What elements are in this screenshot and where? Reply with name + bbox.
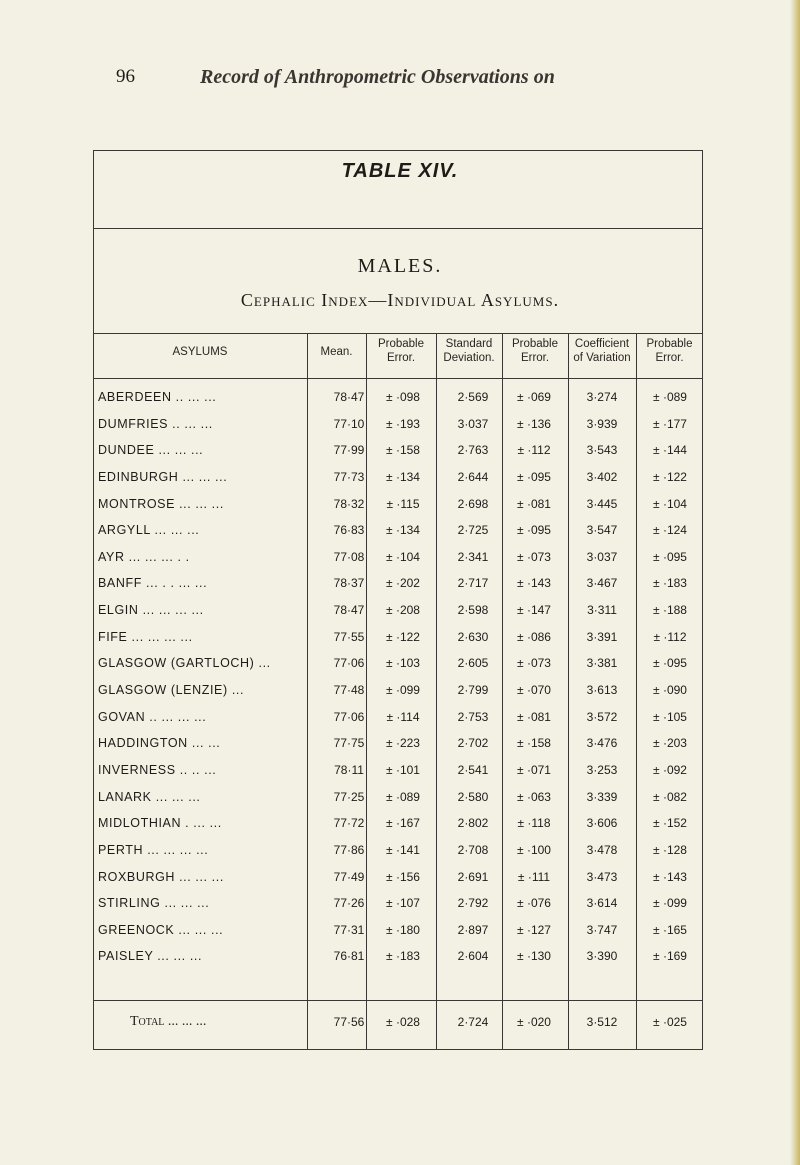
cv-cell: 3·747 (586, 922, 618, 937)
asylum-name: INVERNESS .. .. ... (98, 762, 217, 777)
pe-sd-cell: ± ·158 (517, 736, 551, 751)
pe-mean-cell: ± ·107 (386, 896, 420, 911)
cv-cell: 3·543 (586, 443, 618, 458)
total-label: Total ... ... ... (130, 1014, 207, 1029)
pe-sd-cell: ± ·086 (517, 629, 551, 644)
asylum-name: FIFE ... ... ... ... (98, 629, 193, 644)
table-row (0, 922, 800, 949)
asylum-name: AYR ... ... ... . . (98, 549, 190, 564)
cv-cell: 3·311 (587, 603, 617, 618)
total-pe-cv: ± ·025 (653, 1015, 687, 1029)
mean-cell: 77·10 (333, 416, 365, 431)
sd-cell: 2·541 (457, 762, 489, 777)
table-row (0, 549, 800, 576)
column-header-pe-sd: Probable Error. (511, 338, 559, 364)
pe-cv-cell: ± ·122 (653, 469, 687, 484)
column-header-sd: Standard Deviation. (443, 338, 495, 364)
table-row (0, 442, 800, 469)
mean-cell: 77·31 (333, 922, 365, 937)
asylum-name: ABERDEEN .. ... ... (98, 390, 217, 404)
sex-heading: MALES. (357, 255, 443, 277)
table-row (0, 682, 800, 709)
total-rule (93, 1000, 703, 1001)
pe-cv-cell: ± ·183 (653, 576, 687, 591)
mean-cell: 78·37 (333, 576, 365, 591)
cv-cell: 3·606 (586, 816, 618, 831)
table-body (0, 389, 800, 975)
pe-cv-cell: ± ·095 (653, 656, 687, 671)
cv-cell: 3·390 (586, 949, 618, 964)
column-header-pe-cv: Probable Error. (646, 338, 693, 364)
asylum-name: MONTROSE ... ... ... (98, 496, 224, 511)
asylum-name: PAISLEY ... ... ... (98, 949, 203, 964)
total-sd: 2·724 (457, 1015, 489, 1029)
asylum-name: BANFF ... . . ... ... (98, 576, 208, 591)
total-cv: 3·512 (586, 1015, 618, 1029)
asylum-name: MIDLOTHIAN . ... ... (98, 816, 222, 831)
asylum-name: LANARK ... ... ... (98, 789, 201, 804)
pe-sd-cell: ± ·100 (517, 842, 551, 857)
cv-cell: 3·473 (586, 869, 618, 884)
page-header (0, 66, 800, 96)
cv-cell: 3·939 (586, 416, 618, 431)
sd-cell: 2·691 (457, 869, 489, 884)
pe-sd-cell: ± ·118 (517, 816, 551, 831)
pe-mean-cell: ± ·103 (386, 656, 420, 671)
pe-cv-cell: ± ·105 (653, 709, 687, 724)
pe-sd-cell: ± ·076 (517, 896, 551, 911)
asylum-name: GOVAN .. ... ... ... (98, 709, 207, 724)
sd-cell: 2·717 (457, 576, 489, 591)
table-row (0, 496, 800, 523)
pe-cv-cell: ± ·152 (653, 816, 687, 831)
sd-cell: 2·753 (457, 709, 489, 724)
pe-sd-cell: ± ·127 (517, 922, 551, 937)
cv-cell: 3·274 (586, 390, 618, 404)
header-top-rule (93, 333, 703, 334)
total-pe-mean: ± ·028 (386, 1015, 420, 1029)
pe-cv-cell: ± ·104 (653, 496, 687, 511)
pe-cv-cell: ± ·177 (653, 416, 687, 431)
pe-cv-cell: ± ·099 (653, 896, 687, 911)
mean-cell: 77·73 (333, 469, 365, 484)
pe-sd-cell: ± ·095 (517, 523, 551, 538)
table-row (0, 735, 800, 762)
mean-cell: 77·86 (333, 842, 365, 857)
sd-cell: 2·802 (457, 816, 489, 831)
sd-cell: 2·799 (457, 683, 489, 698)
pe-cv-cell: ± ·165 (653, 922, 687, 937)
mean-cell: 77·55 (333, 629, 365, 644)
table-row (0, 869, 800, 896)
pe-sd-cell: ± ·073 (517, 656, 551, 671)
sd-cell: 2·708 (457, 842, 489, 857)
mean-cell: 77·49 (333, 869, 365, 884)
pe-sd-cell: ± ·111 (517, 869, 551, 884)
cv-cell: 3·253 (586, 762, 618, 777)
pe-cv-cell: ± ·144 (653, 443, 687, 458)
mean-cell: 78·32 (333, 496, 365, 511)
pe-sd-cell: ± ·136 (517, 416, 551, 431)
pe-mean-cell: ± ·114 (386, 709, 420, 724)
pe-mean-cell: ± ·167 (386, 816, 420, 831)
pe-mean-cell: ± ·208 (386, 603, 420, 618)
pe-sd-cell: ± ·130 (517, 949, 551, 964)
pe-mean-cell: ± ·141 (386, 842, 420, 857)
pe-mean-cell: ± ·122 (386, 629, 420, 644)
cv-cell: 3·339 (586, 789, 618, 804)
mean-cell: 77·75 (333, 736, 365, 751)
total-row (0, 1014, 800, 1034)
pe-mean-cell: ± ·193 (386, 416, 420, 431)
mean-cell: 78·47 (333, 390, 365, 404)
total-pe-sd: ± ·020 (517, 1015, 551, 1029)
index-heading: Cephalic Index—Individual Asylums. (240, 290, 560, 310)
table-row (0, 709, 800, 736)
total-mean: 77·56 (333, 1015, 365, 1029)
pe-mean-cell: ± ·180 (386, 922, 420, 937)
pe-cv-cell: ± ·089 (653, 390, 687, 404)
pe-sd-cell: ± ·071 (517, 762, 551, 777)
asylum-name: GLASGOW (GARTLOCH) ... (98, 656, 271, 671)
mean-cell: 77·48 (333, 683, 365, 698)
mean-cell: 77·25 (333, 789, 365, 804)
pe-mean-cell: ± ·223 (386, 736, 420, 751)
cv-cell: 3·572 (586, 709, 618, 724)
pe-mean-cell: ± ·089 (386, 789, 420, 804)
pe-mean-cell: ± ·104 (386, 549, 420, 564)
sd-cell: 2·569 (457, 390, 489, 404)
table-row (0, 389, 800, 416)
pe-mean-cell: ± ·202 (386, 576, 420, 591)
asylum-name: DUNDEE ... ... ... (98, 443, 204, 458)
pe-cv-cell: ± ·203 (653, 736, 687, 751)
mean-cell: 77·99 (333, 443, 365, 458)
sd-cell: 3·037 (457, 416, 489, 431)
header-bottom-rule (93, 378, 703, 379)
asylum-name: EDINBURGH ... ... ... (98, 469, 228, 484)
page-edge (790, 0, 800, 1165)
table-row (0, 789, 800, 816)
sd-cell: 2·580 (457, 789, 489, 804)
sd-cell: 2·644 (457, 469, 489, 484)
running-title: Record of Anthropometric Observations on (200, 66, 555, 88)
pe-sd-cell: ± ·081 (517, 709, 551, 724)
asylum-name: HADDINGTON ... ... (98, 736, 221, 751)
asylum-name: ARGYLL ... ... ... (98, 523, 200, 538)
table-row (0, 416, 800, 443)
asylum-name: GLASGOW (LENZIE) ... (98, 683, 245, 698)
mean-cell: 77·06 (333, 656, 365, 671)
cv-cell: 3·037 (586, 549, 618, 564)
sd-cell: 2·341 (457, 549, 489, 564)
column-header-cv: Coefficient of Variation (573, 338, 631, 364)
pe-mean-cell: ± ·099 (386, 683, 420, 698)
cv-cell: 3·402 (586, 469, 618, 484)
pe-mean-cell: ± ·101 (386, 762, 420, 777)
pe-cv-cell: ± ·090 (653, 683, 687, 698)
pe-mean-cell: ± ·156 (386, 869, 420, 884)
table-row (0, 815, 800, 842)
pe-sd-cell: ± ·073 (517, 549, 551, 564)
mean-cell: 77·72 (333, 816, 365, 831)
column-header-asylums: ASYLUMS (172, 346, 228, 358)
pe-cv-cell: ± ·092 (653, 762, 687, 777)
table-row (0, 948, 800, 975)
pe-cv-cell: ± ·124 (653, 523, 687, 538)
sd-cell: 2·763 (457, 443, 489, 458)
cv-cell: 3·467 (586, 576, 618, 591)
table-row (0, 629, 800, 656)
cv-cell: 3·391 (586, 629, 618, 644)
pe-mean-cell: ± ·134 (386, 469, 420, 484)
sd-cell: 2·897 (457, 922, 489, 937)
cv-cell: 3·547 (586, 523, 618, 538)
sd-cell: 2·598 (457, 603, 489, 618)
sd-cell: 2·630 (457, 629, 489, 644)
pe-sd-cell: ± ·095 (517, 469, 551, 484)
table-row (0, 762, 800, 789)
table-row (0, 575, 800, 602)
table-label: TABLE XIV. (341, 160, 459, 182)
pe-cv-cell: ± ·188 (653, 603, 687, 618)
pe-mean-cell: ± ·183 (386, 949, 420, 964)
table-row (0, 842, 800, 869)
pe-mean-cell: ± ·098 (386, 390, 420, 404)
asylum-name: ROXBURGH ... ... ... (98, 869, 224, 884)
table-row (0, 655, 800, 682)
cv-cell: 3·614 (586, 896, 618, 911)
mean-cell: 78·11 (334, 762, 364, 777)
sd-cell: 2·604 (457, 949, 489, 964)
cv-cell: 3·445 (586, 496, 618, 511)
asylum-name: PERTH ... ... ... ... (98, 842, 209, 857)
sd-cell: 2·702 (457, 736, 489, 751)
pe-sd-cell: ± ·112 (517, 443, 551, 458)
pe-cv-cell: ± ·128 (653, 842, 687, 857)
pe-sd-cell: ± ·063 (517, 789, 551, 804)
divider (93, 228, 703, 229)
pe-cv-cell: ± ·095 (653, 549, 687, 564)
asylum-name: STIRLING ... ... ... (98, 896, 210, 911)
column-header-pe-mean: Probable Error. (377, 338, 425, 364)
table-row (0, 522, 800, 549)
sd-cell: 2·792 (457, 896, 489, 911)
pe-cv-cell: ± ·169 (653, 949, 687, 964)
pe-sd-cell: ± ·081 (517, 496, 551, 511)
mean-cell: 77·08 (333, 549, 365, 564)
pe-cv-cell: ± ·143 (653, 869, 687, 884)
pe-sd-cell: ± ·069 (517, 390, 551, 404)
cv-cell: 3·613 (586, 683, 618, 698)
cv-cell: 3·478 (586, 842, 618, 857)
table-row (0, 469, 800, 496)
mean-cell: 77·26 (333, 896, 365, 911)
sd-cell: 2·698 (457, 496, 489, 511)
mean-cell: 78·47 (333, 603, 365, 618)
mean-cell: 76·83 (333, 523, 365, 538)
page-number: 96 (116, 66, 135, 87)
table-row (0, 602, 800, 629)
pe-sd-cell: ± ·147 (517, 603, 551, 618)
mean-cell: 76·81 (333, 949, 365, 964)
column-header-mean: Mean. (320, 346, 353, 358)
pe-cv-cell: ± ·112 (653, 629, 687, 644)
pe-cv-cell: ± ·082 (653, 789, 687, 804)
cv-cell: 3·476 (586, 736, 618, 751)
asylum-name: GREENOCK ... ... ... (98, 922, 224, 937)
cv-cell: 3·381 (586, 656, 618, 671)
mean-cell: 77·06 (333, 709, 365, 724)
asylum-name: ELGIN ... ... ... ... (98, 603, 204, 618)
sd-cell: 2·725 (457, 523, 489, 538)
pe-mean-cell: ± ·134 (386, 523, 420, 538)
sd-cell: 2·605 (457, 656, 489, 671)
pe-sd-cell: ± ·070 (517, 683, 551, 698)
pe-sd-cell: ± ·143 (517, 576, 551, 591)
asylum-name: DUMFRIES .. ... ... (98, 416, 213, 431)
pe-mean-cell: ± ·158 (386, 443, 420, 458)
table-row (0, 895, 800, 922)
pe-mean-cell: ± ·115 (386, 496, 420, 511)
